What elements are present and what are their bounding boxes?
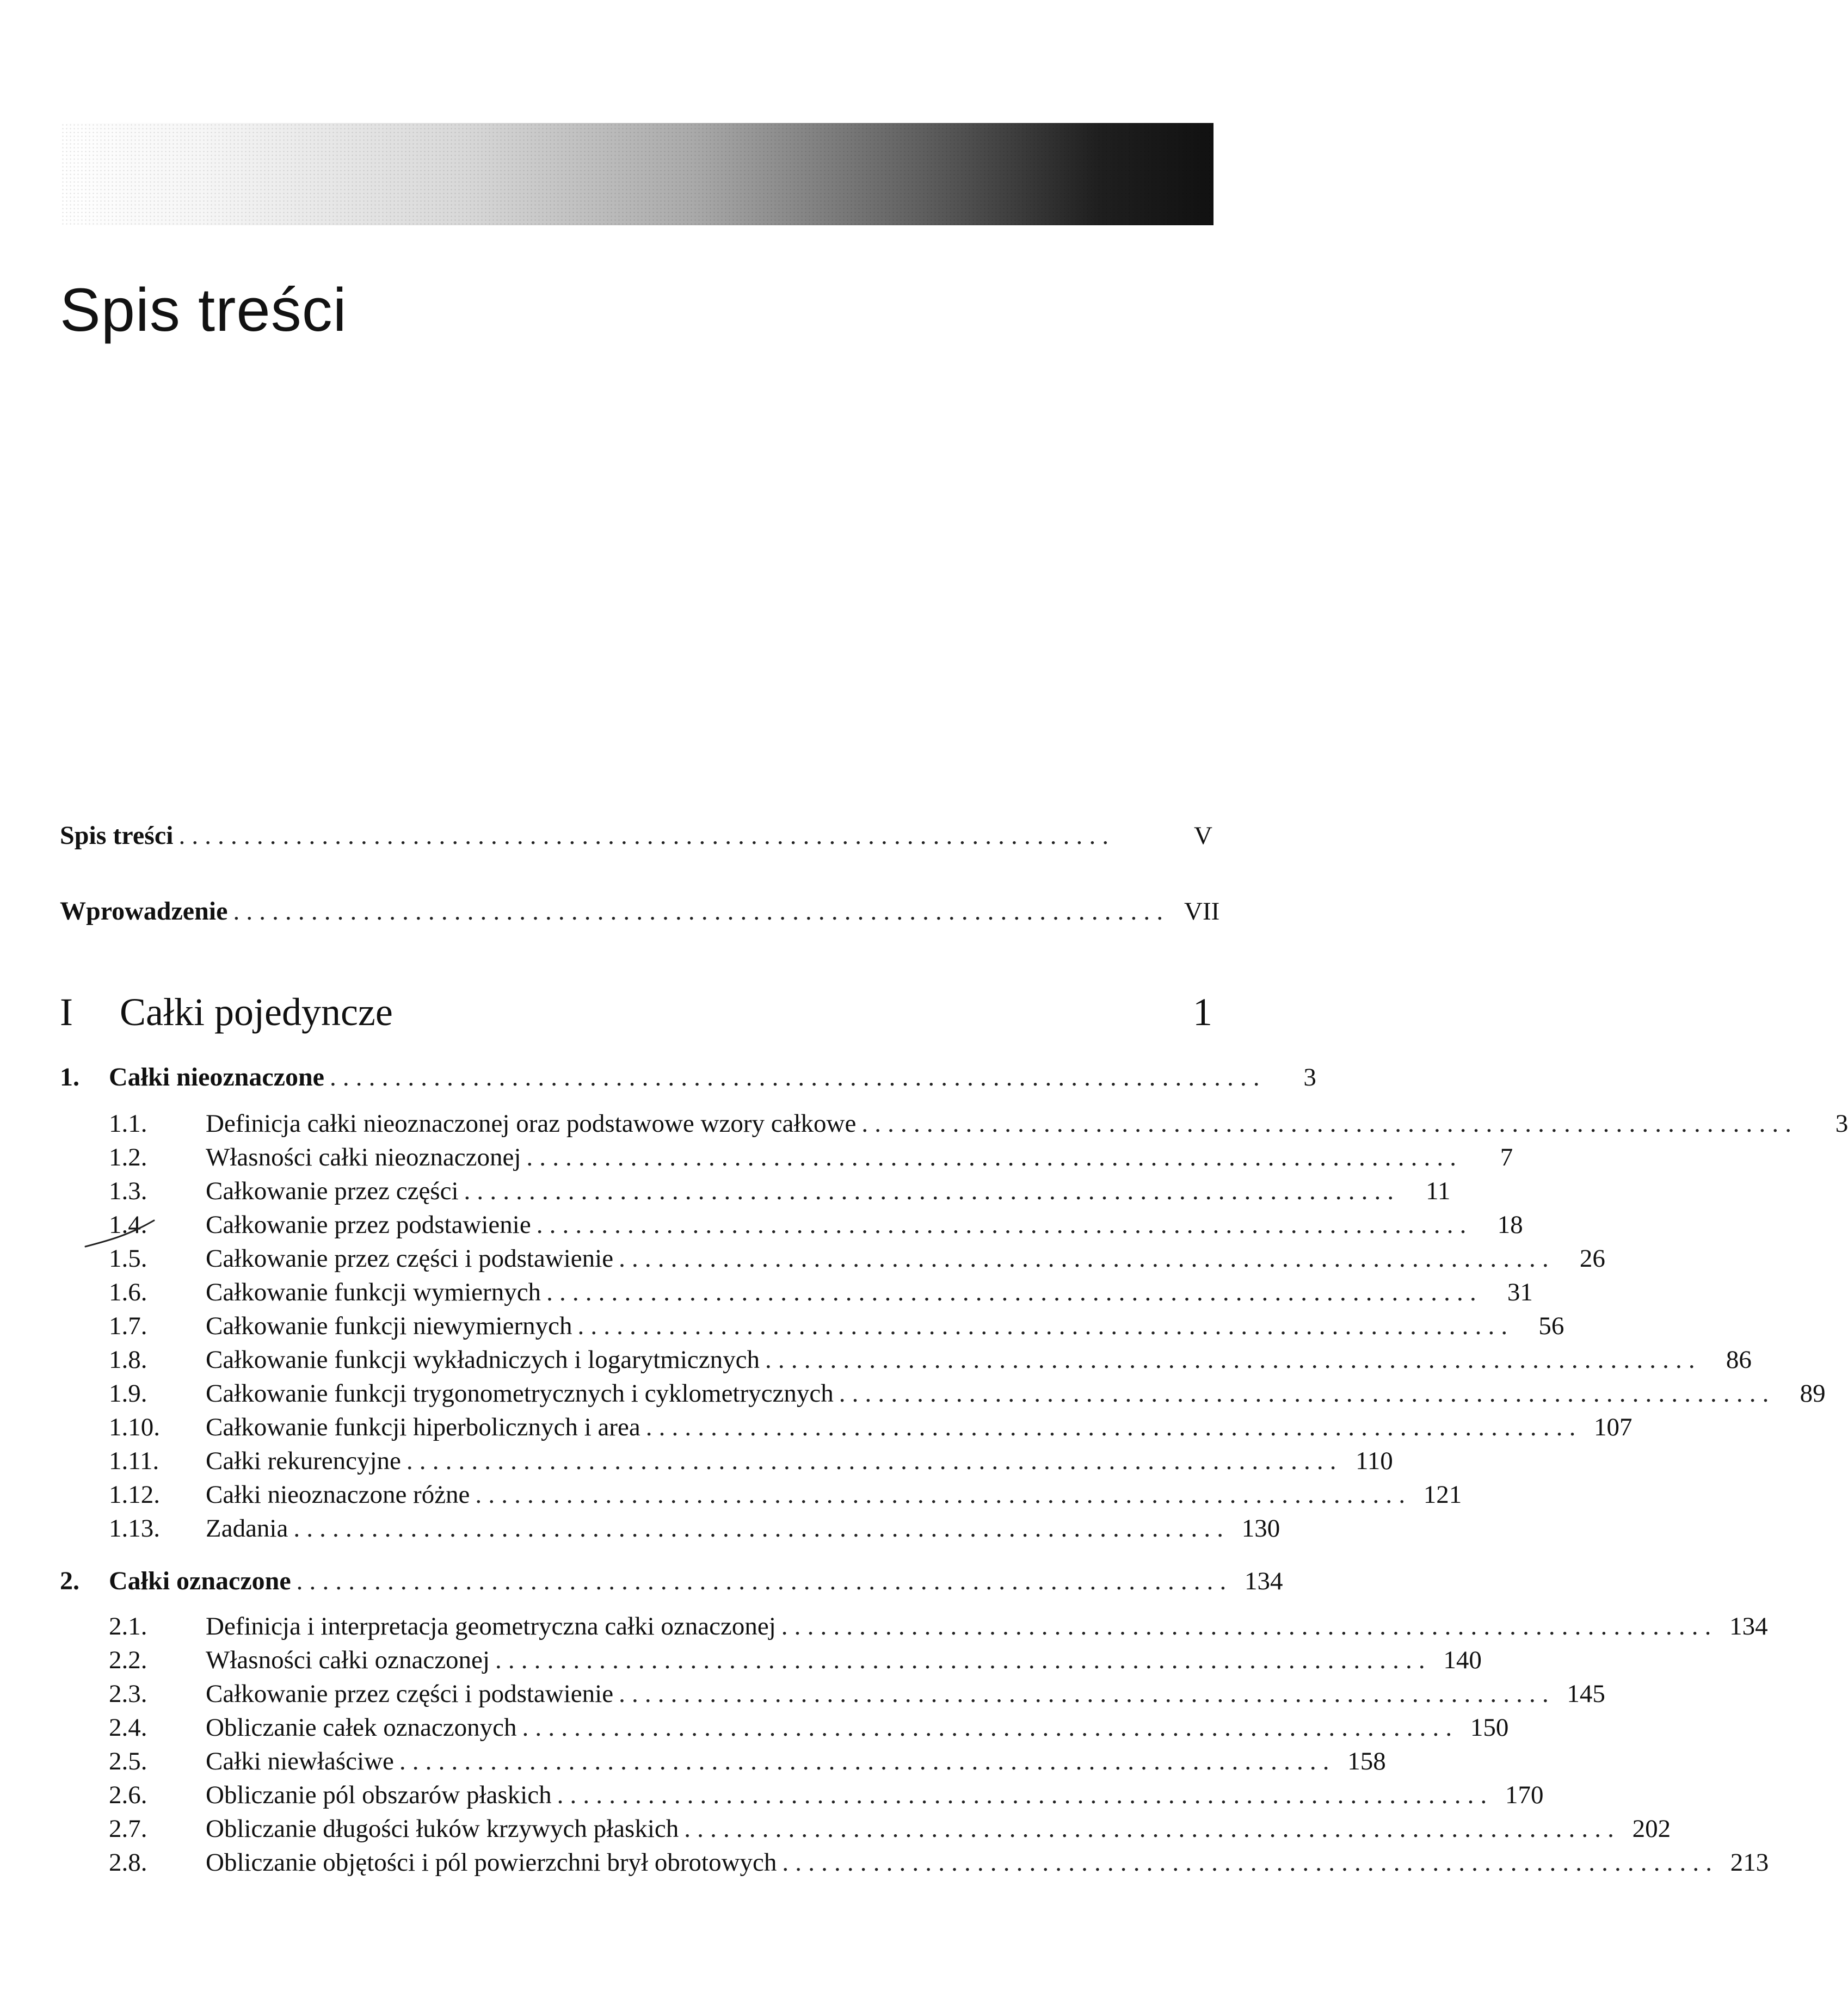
section-title: Całkowanie przez części: [206, 1177, 459, 1205]
section-title: Całkowanie funkcji hiperbolicznych i area: [206, 1413, 640, 1441]
toc-entry-section[interactable]: [60, 1846, 1769, 1879]
section-number: 1.5.: [109, 1244, 147, 1273]
dot-leader: . . . . . . . . . . . . . . . . . . . . . . . . . . . . . . . . . . . . . . . . . . . . . . . . . . . . . . . . . . . . . . . . . . . . . . . .: [233, 897, 1163, 926]
toc-entry-section[interactable]: [60, 1478, 1462, 1512]
section-number: 2.5.: [109, 1747, 147, 1775]
section-number: 1.12.: [109, 1481, 160, 1509]
dot-leader: . . . . . . . . . . . . . . . . . . . . . . . . . . . . . . . . . . . . . . . . . . . . . . . . . . . . . . . . . . . . . . . . . . . . . . . .: [329, 1063, 1260, 1091]
dot-leader: . . . . . . . . . . . . . . . . . . . . . . . . . . . . . . . . . . . . . . . . . . . . . . . . . . . . . . . . . . . . . . . . . . . . . . . .: [178, 822, 1109, 850]
dot-leader: . . . . . . . . . . . . . . . . . . . . . . . . . . . . . . . . . . . . . . . . . . . . . . . . . . . . . . . . . . . . . . . . . . . . . . . .: [577, 1312, 1508, 1340]
part-number: I: [60, 990, 73, 1034]
section-number: 1.10.: [109, 1413, 160, 1441]
toc-entry-front[interactable]: [60, 895, 1220, 928]
dot-leader: . . . . . . . . . . . . . . . . . . . . . . . . . . . . . . . . . . . . . . . . . . . . . . . . . . . . . . . . . . . . . . . . . . . . . . . .: [861, 1109, 1792, 1138]
toc-entry-front[interactable]: [60, 819, 1212, 853]
section-number: 1.8.: [109, 1346, 147, 1374]
part-heading[interactable]: [60, 988, 1212, 1037]
section-number: 2.2.: [109, 1646, 147, 1674]
toc-entry-section[interactable]: [60, 1512, 1280, 1545]
section-number: 1.6.: [109, 1278, 147, 1306]
section-title: Całkowanie funkcji trygonometrycznych i cyklometrycznych: [206, 1379, 834, 1408]
dot-leader: . . . . . . . . . . . . . . . . . . . . . . . . . . . . . . . . . . . . . . . . . . . . . . . . . . . . . . . . . . . . . . . . . . . . . . . .: [619, 1680, 1549, 1708]
toc-entry-section[interactable]: [60, 1242, 1605, 1275]
toc-page-number: 89: [1800, 1379, 1826, 1408]
toc-page-number: 56: [1538, 1312, 1564, 1340]
toc-page-number: 170: [1505, 1781, 1544, 1809]
toc-page-number: 150: [1470, 1713, 1509, 1742]
chapter-title: Całki nieoznaczone: [109, 1063, 324, 1091]
toc-page-number: 110: [1355, 1447, 1393, 1475]
section-number: 1.13.: [109, 1514, 160, 1543]
part-page-number: 1: [1193, 990, 1212, 1034]
toc-entry-section[interactable]: [60, 1107, 1848, 1140]
section-number: 1.2.: [109, 1143, 147, 1171]
section-title: Obliczanie długości łuków krzywych płaskich: [206, 1815, 679, 1843]
section-number: 2.6.: [109, 1781, 147, 1809]
section-number: 2.8.: [109, 1848, 147, 1877]
section-title: Własności całki nieoznaczonej: [206, 1143, 521, 1171]
toc-page-number: V: [1194, 822, 1212, 850]
section-title: Całki rekurencyjne: [206, 1447, 401, 1475]
section-number: 2.1.: [109, 1612, 147, 1641]
section-title: Całkowanie przez części i podstawienie: [206, 1244, 614, 1273]
toc-page-number: 140: [1443, 1646, 1482, 1674]
section-title: Całki nieoznaczone różne: [206, 1481, 470, 1509]
toc-entry-section[interactable]: [60, 1643, 1482, 1677]
toc-page-number: 134: [1245, 1567, 1283, 1595]
toc-entry-section[interactable]: [60, 1410, 1633, 1444]
dot-leader: . . . . . . . . . . . . . . . . . . . . . . . . . . . . . . . . . . . . . . . . . . . . . . . . . . . . . . . . . . . . . . . . . . . . . . . .: [645, 1413, 1576, 1441]
section-number: 1.9.: [109, 1379, 147, 1408]
toc-page-number: 134: [1729, 1612, 1768, 1641]
toc-entry-section[interactable]: [60, 1275, 1533, 1309]
part-title: Całki pojedyncze: [120, 990, 393, 1034]
dot-leader: . . . . . . . . . . . . . . . . . . . . . . . . . . . . . . . . . . . . . . . . . . . . . . . . . . . . . . . . . . . . . . . . . . . . . . . .: [765, 1346, 1695, 1374]
section-number: 1.1.: [109, 1109, 147, 1138]
toc-entry-title: Spis treści: [60, 821, 174, 850]
toc-entry-chapter[interactable]: [60, 1564, 1283, 1598]
toc-page-number: 7: [1500, 1143, 1513, 1171]
toc-entry-section[interactable]: [60, 1677, 1605, 1711]
toc-page-number: 121: [1423, 1481, 1462, 1509]
chapter-title: Całki oznaczone: [109, 1567, 291, 1595]
toc-page-number: VII: [1184, 897, 1220, 926]
toc-entry-section[interactable]: [60, 1208, 1523, 1242]
toc-entry-section[interactable]: [60, 1711, 1509, 1744]
dot-leader: . . . . . . . . . . . . . . . . . . . . . . . . . . . . . . . . . . . . . . . . . . . . . . . . . . . . . . . . . . . . . . . . . . . . . . . .: [684, 1815, 1615, 1843]
dot-leader: . . . . . . . . . . . . . . . . . . . . . . . . . . . . . . . . . . . . . . . . . . . . . . . . . . . . . . . . . . . . . . . . . . . . . . . .: [536, 1211, 1467, 1239]
section-title: Zadania: [206, 1514, 288, 1543]
dot-leader: . . . . . . . . . . . . . . . . . . . . . . . . . . . . . . . . . . . . . . . . . . . . . . . . . . . . . . . . . . . . . . . . . . . . . . . .: [522, 1713, 1452, 1742]
toc-entry-section[interactable]: [60, 1343, 1752, 1377]
section-title: Całkowanie przez podstawienie: [206, 1211, 531, 1239]
dot-leader: . . . . . . . . . . . . . . . . . . . . . . . . . . . . . . . . . . . . . . . . . . . . . . . . . . . . . . . . . . . . . . . . . . . . . . . .: [293, 1514, 1224, 1543]
toc-entry-section[interactable]: [60, 1174, 1451, 1208]
dot-leader: . . . . . . . . . . . . . . . . . . . . . . . . . . . . . . . . . . . . . . . . . . . . . . . . . . . . . . . . . . . . . . . . . . . . . . . .: [406, 1447, 1336, 1475]
dot-leader: . . . . . . . . . . . . . . . . . . . . . . . . . . . . . . . . . . . . . . . . . . . . . . . . . . . . . . . . . . . . . . . . . . . . . . . .: [782, 1848, 1713, 1877]
dot-leader: . . . . . . . . . . . . . . . . . . . . . . . . . . . . . . . . . . . . . . . . . . . . . . . . . . . . . . . . . . . . . . . . . . . . . . . .: [464, 1177, 1394, 1205]
dot-leader: . . . . . . . . . . . . . . . . . . . . . . . . . . . . . . . . . . . . . . . . . . . . . . . . . . . . . . . . . . . . . . . . . . . . . . . .: [526, 1143, 1457, 1171]
dot-leader: . . . . . . . . . . . . . . . . . . . . . . . . . . . . . . . . . . . . . . . . . . . . . . . . . . . . . . . . . . . . . . . . . . . . . . . .: [495, 1646, 1425, 1674]
toc-entry-section[interactable]: [60, 1778, 1544, 1812]
section-number: 2.3.: [109, 1680, 147, 1708]
dot-leader: . . . . . . . . . . . . . . . . . . . . . . . . . . . . . . . . . . . . . . . . . . . . . . . . . . . . . . . . . . . . . . . . . . . . . . . .: [781, 1612, 1711, 1641]
section-title: Całkowanie przez części i podstawienie: [206, 1680, 614, 1708]
toc-entry-section[interactable]: [60, 1377, 1826, 1410]
header-banner: [61, 123, 1213, 225]
toc-entry-section[interactable]: [60, 1609, 1768, 1643]
toc-entry-title: Wprowadzenie: [60, 897, 228, 926]
section-number: 1.7.: [109, 1312, 147, 1340]
toc-entry-section[interactable]: [60, 1812, 1671, 1846]
toc-page-number: 86: [1726, 1346, 1752, 1374]
toc-page-number: 11: [1426, 1177, 1451, 1205]
dot-leader: . . . . . . . . . . . . . . . . . . . . . . . . . . . . . . . . . . . . . . . . . . . . . . . . . . . . . . . . . . . . . . . . . . . . . . . .: [399, 1747, 1329, 1775]
section-number: 1.4.: [109, 1211, 147, 1239]
toc-page-number: 31: [1507, 1278, 1533, 1306]
section-title: Własności całki oznaczonej: [206, 1646, 490, 1674]
dot-leader: . . . . . . . . . . . . . . . . . . . . . . . . . . . . . . . . . . . . . . . . . . . . . . . . . . . . . . . . . . . . . . . . . . . . . . . .: [619, 1244, 1549, 1273]
toc-page-number: 145: [1567, 1680, 1605, 1708]
pen-checkmark-icon: [84, 1216, 161, 1249]
toc-page-number: 130: [1241, 1514, 1280, 1543]
section-title: Całkowanie funkcji wykładniczych i logarytmicznych: [206, 1346, 760, 1374]
section-title: Obliczanie całek oznaczonych: [206, 1713, 517, 1742]
toc-entry-chapter[interactable]: [60, 1060, 1316, 1094]
dot-leader: . . . . . . . . . . . . . . . . . . . . . . . . . . . . . . . . . . . . . . . . . . . . . . . . . . . . . . . . . . . . . . . . . . . . . . . .: [546, 1278, 1476, 1306]
toc-page-number: 18: [1497, 1211, 1523, 1239]
toc-entry-section[interactable]: [60, 1140, 1513, 1174]
section-title: Definicja i interpretacja geometryczna całki oznaczonej: [206, 1612, 776, 1641]
section-title: Całkowanie funkcji wymiernych: [206, 1278, 541, 1306]
toc-page-number: 107: [1594, 1413, 1633, 1441]
section-title: Całki niewłaściwe: [206, 1747, 394, 1775]
page-title: Spis treści: [60, 276, 347, 344]
toc-entry-section[interactable]: [60, 1444, 1393, 1478]
toc-page-number: 158: [1347, 1747, 1386, 1775]
section-number: 1.3.: [109, 1177, 147, 1205]
section-title: Obliczanie pól obszarów płaskich: [206, 1781, 552, 1809]
chapter-number: 2.: [60, 1567, 79, 1595]
dot-leader: . . . . . . . . . . . . . . . . . . . . . . . . . . . . . . . . . . . . . . . . . . . . . . . . . . . . . . . . . . . . . . . . . . . . . . . .: [557, 1781, 1487, 1809]
toc-entry-section[interactable]: [60, 1744, 1386, 1778]
section-number: 2.4.: [109, 1713, 147, 1742]
toc-page-number: 3: [1303, 1063, 1316, 1091]
toc-entry-section[interactable]: [60, 1309, 1564, 1343]
toc-page-number: 3: [1835, 1109, 1848, 1138]
dot-leader: . . . . . . . . . . . . . . . . . . . . . . . . . . . . . . . . . . . . . . . . . . . . . . . . . . . . . . . . . . . . . . . . . . . . . . . .: [296, 1567, 1227, 1595]
chapter-number: 1.: [60, 1063, 79, 1091]
section-number: 2.7.: [109, 1815, 147, 1843]
toc-page-number: 202: [1632, 1815, 1671, 1843]
section-title: Obliczanie objętości i pól powierzchni brył obrotowych: [206, 1848, 777, 1877]
toc-page-number: 213: [1730, 1848, 1769, 1877]
section-title: Definicja całki nieoznaczonej oraz podstawowe wzory całkowe: [206, 1109, 857, 1138]
dot-leader: . . . . . . . . . . . . . . . . . . . . . . . . . . . . . . . . . . . . . . . . . . . . . . . . . . . . . . . . . . . . . . . . . . . . . . . .: [839, 1379, 1769, 1408]
dot-leader: . . . . . . . . . . . . . . . . . . . . . . . . . . . . . . . . . . . . . . . . . . . . . . . . . . . . . . . . . . . . . . . . . . . . . . . .: [475, 1481, 1406, 1509]
toc-page-number: 26: [1579, 1244, 1605, 1273]
section-title: Całkowanie funkcji niewymiernych: [206, 1312, 572, 1340]
section-number: 1.11.: [109, 1447, 159, 1475]
